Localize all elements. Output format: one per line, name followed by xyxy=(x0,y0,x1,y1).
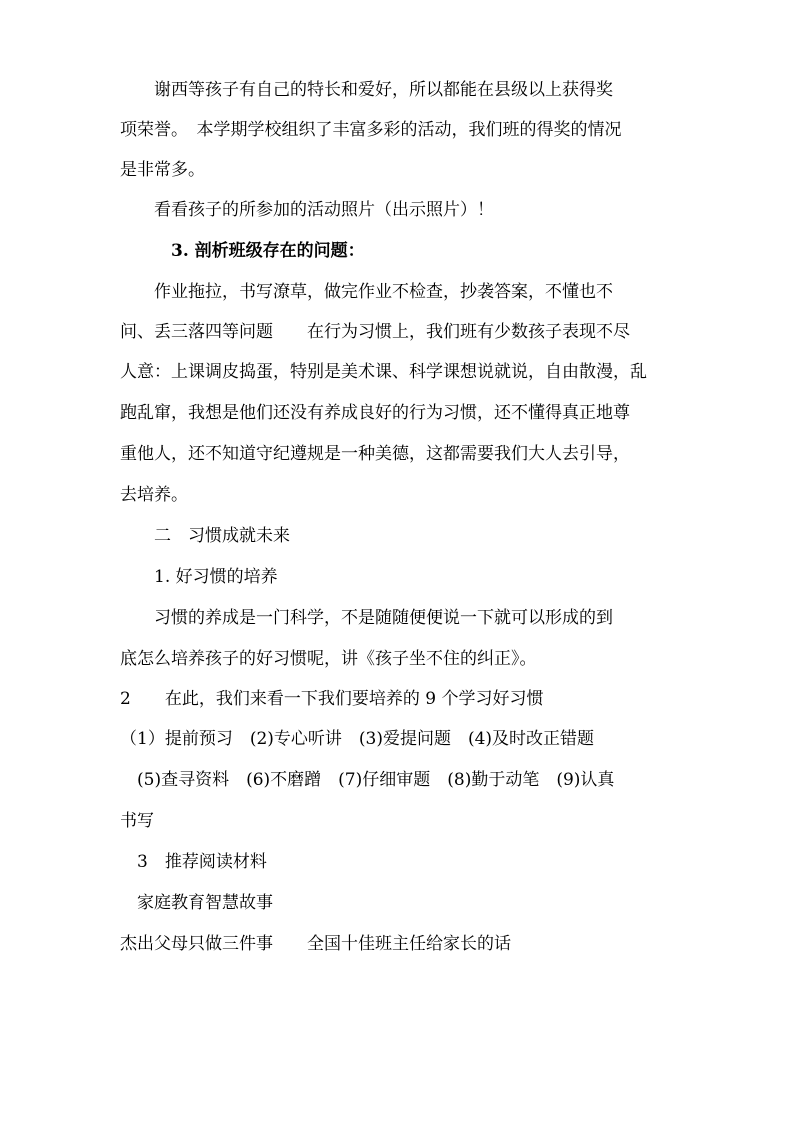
reading-material-item: 家庭教育智慧故事 xyxy=(120,893,273,913)
paragraph-line: （1）提前预习 (2)专心听讲 (3)爱提问题 (4)及时改正错题 xyxy=(120,729,595,749)
reading-material-item: 杰出父母只做三件事 全国十佳班主任给家长的话 xyxy=(120,934,511,954)
paragraph-line: 作业拖拉，书写潦草，做完作业不检查，抄袭答案，不懂也不 xyxy=(120,282,613,302)
paragraph-line: 问、丢三落四等问题 在行为习惯上，我们班有少数孩子表现不尽 xyxy=(120,322,630,342)
subheading: 1. 好习惯的培养 xyxy=(120,567,278,587)
paragraph-line: 习惯的养成是一门科学，不是随随便便说一下就可以形成的到 xyxy=(120,608,613,628)
paragraph-line: 去培养。 xyxy=(120,485,188,505)
paragraph-line: 跑乱窜，我想是他们还没有养成良好的行为习惯，还不懂得真正地尊 xyxy=(120,403,630,423)
paragraph-line: 底怎么培养孩子的好习惯呢，讲《孩子坐不住的纠正》。 xyxy=(120,649,537,669)
section-heading: 3. 剖析班级存在的问题： xyxy=(120,241,365,261)
paragraph-line: 2 在此，我们来看一下我们要培养的 9 个学习好习惯 xyxy=(120,689,544,709)
paragraph-line: 看看孩子的所参加的活动照片（出示照片）！ xyxy=(120,200,494,220)
section-heading: 二 习惯成就未来 xyxy=(120,526,290,546)
paragraph-line: (5)查寻资料 (6)不磨蹭 (7)仔细审题 (8)勤于动笔 (9)认真 xyxy=(120,770,615,790)
paragraph-line: 书写 xyxy=(120,811,154,831)
paragraph-line: 是非常多。 xyxy=(120,160,205,180)
paragraph-line: 谢西等孩子有自己的特长和爱好，所以都能在县级以上获得奖 xyxy=(120,80,613,100)
paragraph-line: 项荣誉。 本学期学校组织了丰富多彩的活动，我们班的得奖的情况 xyxy=(120,120,622,140)
paragraph-line: 重他人，还不知道守纪遵规是一种美德，这都需要我们大人去引导， xyxy=(120,444,630,464)
paragraph-line: 人意：上课调皮捣蛋，特别是美术课、科学课想说就说，自由散漫，乱 xyxy=(120,362,647,382)
subheading: 3 推荐阅读材料 xyxy=(120,852,267,872)
